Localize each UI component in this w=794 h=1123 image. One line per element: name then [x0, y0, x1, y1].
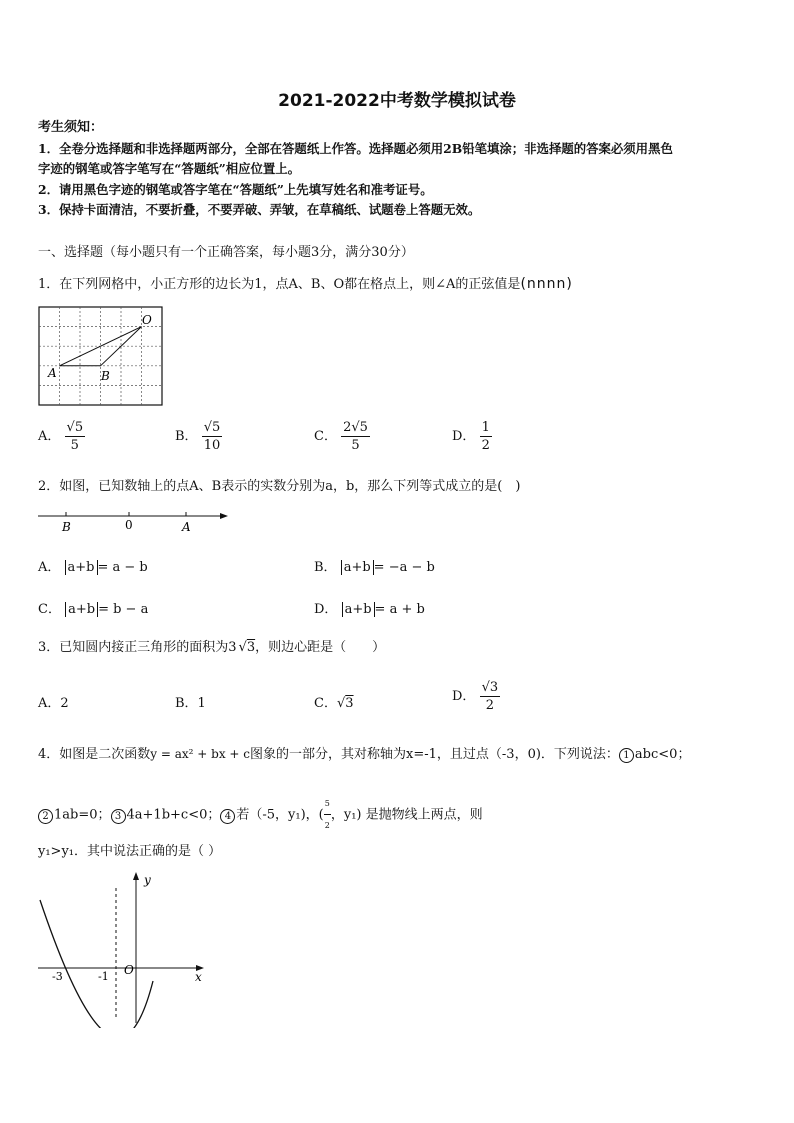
- q2-label-A: A: [182, 520, 191, 534]
- q2-axis-arrow: [220, 513, 228, 519]
- q1-option-a-letter: A．: [38, 429, 61, 444]
- q4-label-y: y: [144, 873, 151, 887]
- q1-option-c[interactable]: [314, 420, 370, 453]
- q2-option-b[interactable]: B． a+b = −a − b: [314, 560, 435, 575]
- q1-label-B: B: [101, 369, 110, 383]
- q1-option-d[interactable]: [452, 420, 492, 453]
- q3-option-c-sqrt: √3: [336, 696, 354, 711]
- q2-option-c[interactable]: C． a+b = b − a: [38, 602, 149, 617]
- q2-option-a-abs: a+b: [65, 560, 98, 575]
- q1-label-O: O: [142, 313, 152, 327]
- q1-option-b-frac: $\frac{√5}{10}$: [203, 420, 221, 453]
- notice-line-3: 3．保持卡面清洁，不要折叠，不要弄破、弄皱，在草稿纸、试题卷上答题无效。: [38, 202, 481, 217]
- q3-option-b[interactable]: B．1: [175, 696, 206, 711]
- q3-sqrt: √3: [238, 640, 256, 655]
- q4-formula: y = ax² + bx + c: [150, 747, 251, 761]
- q3-option-d-frac: $\frac{√3}{2}$: [481, 680, 499, 713]
- section-heading: 一、选择题（每小题只有一个正确答案，每小题3分，满分30分）: [38, 245, 414, 260]
- q1-option-a-frac: $\frac{√5}{5}$: [66, 420, 84, 453]
- q1-stem-text: 1．在下列网格中，小正方形的边长为1，点A、B、O都在格点上，则∠A的正弦值是: [38, 277, 521, 292]
- q2-option-a[interactable]: A． a+b = a − b: [38, 560, 148, 575]
- q1-option-a[interactable]: [38, 420, 85, 453]
- q1-option-d-frac: $\frac{1}{2}$: [481, 420, 490, 453]
- q2-option-b-abs: a+b: [341, 560, 374, 575]
- q1-option-c-frac: $\frac{2√5}{5}$: [343, 420, 368, 453]
- q4-line-1: 4．如图是二次函数y = ax² + bx + c图象的一部分，其对称轴为x=-1，且过点（-3，0)．下列说法： 1 abc<0；: [38, 747, 691, 762]
- q2-stem: 2．如图，已知数轴上的点A、B表示的实数分别为a，b，那么下列等式成立的是( ): [38, 479, 521, 494]
- q4-y-arrow: [133, 872, 139, 880]
- q4-label-x: x: [195, 970, 202, 984]
- q2-label-B: B: [62, 520, 71, 534]
- q3-stem: 3．已知圆内接正三角形的面积为3 √3，则边心距是（ ）: [38, 640, 386, 655]
- notice-line-2: 2．请用黑色字迹的钢笔或答字笔在“答题纸”上先填写姓名和准考证号。: [38, 182, 433, 197]
- q2-label-zero: 0: [125, 518, 133, 532]
- q1-grid-figure: [38, 306, 168, 410]
- notice-line-1b: 字迹的钢笔或答字笔写在“答题纸”相应位置上。: [38, 161, 301, 176]
- q1-option-c-letter: C．: [314, 429, 337, 444]
- page-title: 2021-2022中考数学模拟试卷: [278, 91, 516, 111]
- q4-label-origin: O: [124, 963, 134, 977]
- q4-small-frac: $\frac{5}{2}$: [324, 794, 331, 836]
- q1-stem: [38, 274, 573, 295]
- q3-option-c[interactable]: C．√3: [314, 696, 354, 711]
- q2-option-d-abs: a+b: [342, 602, 375, 617]
- q4-circle-1: 1: [619, 748, 634, 763]
- q4-line-2: 2 1ab=0； 3 4a+1b+c<0； 4 若（-5，y₁)，( $\frac{5}{2}$ ，y₁) 是抛物线上两点，则: [38, 794, 483, 836]
- q2-number-line: [36, 506, 232, 536]
- q4-line-3: y₁>y₁．其中说法正确的是（ ）: [38, 844, 222, 859]
- q4-label-minus3: -3: [52, 970, 63, 983]
- notice-heading: 考生须知：: [38, 120, 104, 135]
- q1-option-b-letter: B．: [175, 429, 198, 444]
- q1-option-d-letter: D．: [452, 429, 476, 444]
- q1-option-b[interactable]: [175, 420, 222, 453]
- q4-label-minus1: -1: [98, 970, 109, 983]
- q1-answer-blank: (nnnn): [520, 276, 573, 292]
- notice-line-1a: 1．全卷分选择题和非选择题两部分，全部在答题纸上作答。选择题必须用2B铅笔填涂；非选择题的答案必须用黑色: [38, 141, 673, 156]
- q3-option-d[interactable]: D． $\frac{√3}{2}$: [452, 680, 499, 713]
- q4-circle-4: 4: [220, 809, 235, 824]
- q4-circle-3: 3: [111, 809, 126, 824]
- q3-option-a[interactable]: A．2: [38, 696, 69, 711]
- q4-parabola-figure: [34, 868, 214, 1028]
- q2-option-d[interactable]: D． a+b = a + b: [314, 602, 425, 617]
- q4-circle-2: 2: [38, 809, 53, 824]
- q1-label-A: A: [48, 366, 57, 380]
- q2-option-c-abs: a+b: [65, 602, 98, 617]
